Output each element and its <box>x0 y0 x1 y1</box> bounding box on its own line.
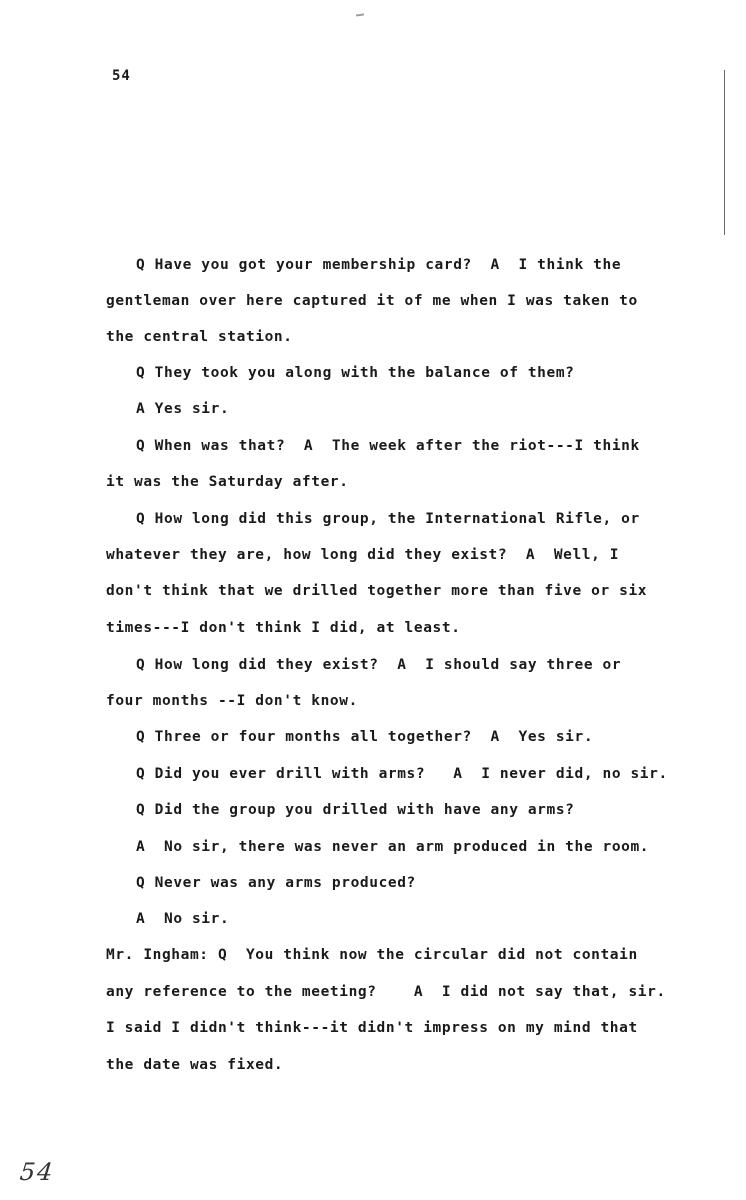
transcript-line: Q Never was any arms produced? <box>136 875 416 891</box>
transcript-line: times---I don't think I did, at least. <box>106 620 461 636</box>
page-edge-line <box>724 70 725 235</box>
transcript-line: Q They took you along with the balance of them? <box>136 365 575 381</box>
transcript-line: the date was fixed. <box>106 1057 284 1073</box>
transcript-line: Q Did the group you drilled with have any arms? <box>136 802 575 818</box>
page-number: 54 <box>112 68 131 84</box>
transcript-line: I said I didn't think---it didn't impress on my mind that <box>106 1020 638 1036</box>
handwritten-page-note: 54 <box>18 1158 57 1186</box>
transcript-line: Mr. Ingham: Q You think now the circular did not contain <box>106 947 638 963</box>
transcript-line: Q How long did this group, the International Rifle, or <box>136 511 640 527</box>
transcript-line: four months --I don't know. <box>106 693 358 709</box>
transcript-line: whatever they are, how long did they exist? A Well, I <box>106 547 620 563</box>
transcript-line: gentleman over here captured it of me when I was taken to <box>106 293 638 309</box>
transcript-line: A No sir. <box>136 911 230 927</box>
transcript-line: it was the Saturday after. <box>106 474 349 490</box>
transcript-line: any reference to the meeting? A I did not say that, sir. <box>106 984 666 1000</box>
transcript-line: A Yes sir. <box>136 401 230 417</box>
stray-mark <box>356 13 364 16</box>
transcript-line: Q Did you ever drill with arms? A I never did, no sir. <box>136 766 668 782</box>
transcript-line: Q How long did they exist? A I should say three or <box>136 657 622 673</box>
transcript-line: Q Have you got your membership card? A I think the <box>136 257 622 273</box>
transcript-line: A No sir, there was never an arm produced in the room. <box>136 839 650 855</box>
transcript-line: Q Three or four months all together? A Yes sir. <box>136 729 594 745</box>
transcript-line: the central station. <box>106 329 293 345</box>
transcript-line: don't think that we drilled together more than five or six <box>106 583 648 599</box>
transcript-line: Q When was that? A The week after the riot---I think <box>136 438 640 454</box>
